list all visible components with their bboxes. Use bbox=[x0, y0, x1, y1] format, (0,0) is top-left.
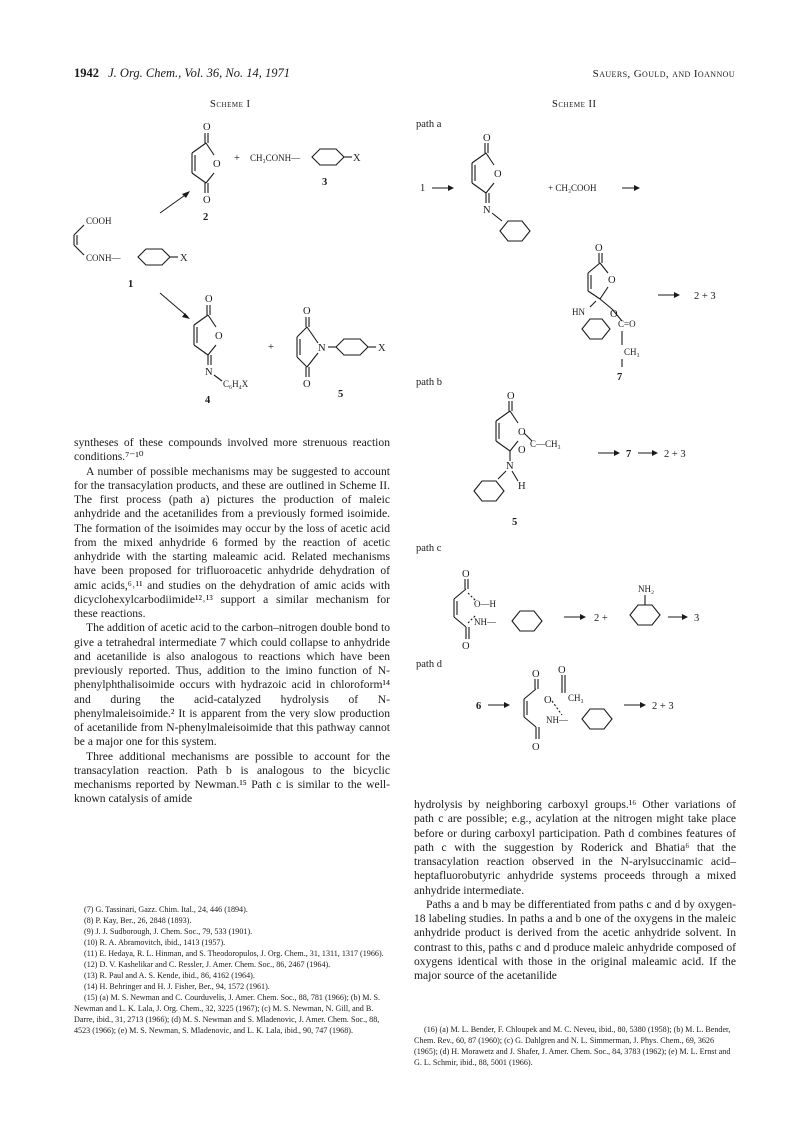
paragraph: The addition of acetic acid to the carbon–nitrogen double bond to give a tetrahedral intermediate 7 which could collapse to anhydride and acetanilide is also analogous to reactions which have been previously reported. Thus, addition to the imino function of N-phenylphthalisoimide occurs with hydrazoic acid in chloroform¹⁴ and during the acid-catalyzed hydrolysis of N-phenylmaleisoimide.² It is apparent from the very slow production of acetanilide from N-phenylmaleisoimide that this pathway cannot be a major one for this system. bbox=[74, 621, 390, 749]
svg-text:O: O bbox=[558, 665, 566, 676]
svg-text:O: O bbox=[507, 391, 515, 402]
svg-text:N: N bbox=[506, 461, 514, 472]
svg-text:+: + bbox=[234, 153, 240, 164]
reference-item: (7) G. Tassinari, Gazz. Chim. Ital., 24, 446 (1894). bbox=[84, 905, 248, 914]
reference-item: (12) D. V. Kashelikar and C. Ressler, J. Amer. Chem. Soc., 86, 2467 (1964). bbox=[84, 960, 331, 969]
svg-text:2 + 3: 2 + 3 bbox=[694, 291, 716, 302]
svg-text:O: O bbox=[532, 669, 540, 680]
svg-text:CH₃: CH₃ bbox=[624, 347, 640, 357]
svg-text:2 + 3: 2 + 3 bbox=[664, 449, 686, 460]
reference-item: (9) J. J. Sudborough, J. Chem. Soc., 79, 533 (1901). bbox=[84, 927, 253, 936]
compound-4-label: 4 bbox=[205, 395, 211, 406]
compound-5-label: 5 bbox=[338, 389, 344, 400]
svg-text:O: O bbox=[544, 695, 552, 706]
path-d-label: path d bbox=[416, 659, 442, 670]
svg-text:O: O bbox=[203, 122, 211, 133]
journal-citation: J. Org. Chem., Vol. 36, No. 14, 1971 bbox=[108, 66, 290, 80]
reference-item: (14) H. Behringer and H. J. Fisher, Ber., 94, 1572 (1961). bbox=[84, 982, 270, 991]
left-column-text bbox=[74, 436, 390, 807]
svg-text:O: O bbox=[483, 133, 491, 144]
reference-item: (15) (a) M. S. Newman and C. Courduvelis, J. Amer. Chem. Soc., 88, 781 (1966); (b) M. S. Newman and L. K. Lala, J. Org. Chem., 32, 3225 (1967); (c) M. S. Newman, N. Gill, and B. Darre, ibid., 31, 2713 (1966); (d) M. S. Newman and S. Mladenovic, J. Amer. Chem. Soc., 88, 4523 (1966); (e) M. S. Newman, S. Mladenovic, and L. K. Lala, ibid., 90, 747 (1968). bbox=[74, 993, 381, 1035]
svg-text:N: N bbox=[205, 367, 213, 378]
svg-text:X: X bbox=[180, 253, 188, 264]
scheme-2-title: Scheme II bbox=[552, 99, 597, 110]
svg-text:O: O bbox=[608, 275, 616, 286]
running-header-authors: Sauers, Gould, and Ioannou bbox=[592, 68, 735, 80]
svg-text:O: O bbox=[518, 445, 526, 456]
reference-item: (10) R. A. Abramovitch, ibid., 1413 (1957). bbox=[84, 938, 226, 947]
reference-item: (8) P. Kay, Ber., 26, 2848 (1893). bbox=[84, 916, 192, 925]
references-right bbox=[414, 1024, 736, 1068]
svg-text:X: X bbox=[353, 153, 361, 164]
svg-text:COOH: COOH bbox=[86, 216, 112, 226]
svg-text:O: O bbox=[215, 331, 223, 342]
svg-text:X: X bbox=[378, 343, 386, 354]
scheme-1-figure bbox=[60, 95, 410, 410]
compound-3-label: 3 bbox=[322, 177, 328, 188]
paragraph: Paths a and b may be differentiated from paths c and d by oxygen-18 labeling studies. In paths a and b one of the oxygens in the maleic anhydride product is derived from the acetic anhydride solvent. In contrast to this, paths c and d produce maleic anhydride composed of oxygens identical with those in the original maleamic acid. If the major source of the acetanilide bbox=[414, 897, 736, 982]
svg-text:1: 1 bbox=[420, 183, 426, 194]
svg-text:O: O bbox=[595, 243, 603, 254]
svg-text:N: N bbox=[483, 205, 491, 216]
svg-text:3: 3 bbox=[694, 613, 700, 624]
path-c-label: path c bbox=[416, 543, 442, 554]
svg-text:O: O bbox=[303, 379, 311, 390]
svg-text:C=O: C=O bbox=[618, 319, 636, 329]
svg-text:O: O bbox=[532, 742, 540, 753]
reference-item: (11) E. Hedaya, R. L. Hinman, and S. Theodoropulos, J. Org. Chem., 31, 1311, 1317 (1966). bbox=[84, 949, 384, 958]
svg-text:O: O bbox=[462, 641, 470, 652]
svg-text:O: O bbox=[494, 169, 502, 180]
maleimide-structure bbox=[297, 317, 376, 377]
svg-text:2 +: 2 + bbox=[594, 613, 608, 624]
reference-item: (13) R. Paul and A. S. Kende, ibid., 86, 4162 (1964). bbox=[84, 971, 255, 980]
paragraph: Three additional mechanisms are possible to account for the transacylation reaction. Path b is analogous to the bicyclic mechanisms reported by Newman.¹⁵ Path c is similar to the well-known catalysis of amide bbox=[74, 749, 390, 806]
compound-1-label: 1 bbox=[128, 279, 134, 290]
svg-text:H: H bbox=[518, 481, 526, 492]
svg-text:N: N bbox=[318, 343, 326, 354]
svg-text:CONH—: CONH— bbox=[86, 253, 121, 263]
mixed-anhydride-6-structure bbox=[524, 675, 612, 739]
scheme-2-figure bbox=[412, 95, 752, 785]
svg-text:CH₃: CH₃ bbox=[568, 693, 584, 703]
path-a-label: path a bbox=[416, 119, 442, 130]
paragraph: A number of possible mechanisms may be suggested to account for the transacylation products, and these are outlined in Scheme II. The first process (path a) pictures the production of maleic anhydride and the acetanilides from a previously formed isoimide. The formation of the isoimides may occur by the loss of acetic acid from the mixed anhydride 6 formed by the reaction of acetic anhydride with the starting maleamic acid. Related mechanisms have been proposed for trifluoroacetic anhydride dehydration of amic acids,⁶˒¹¹ and studies on the dehydration of amic acids with dicyclohexylcarbodiimide¹²˒¹³ support a similar mechanism for these reactions. bbox=[74, 464, 390, 620]
references-left bbox=[74, 904, 390, 1036]
svg-text:O—H: O—H bbox=[474, 599, 496, 609]
scheme-1-title: Scheme I bbox=[210, 99, 251, 110]
svg-text:2 + 3: 2 + 3 bbox=[652, 701, 674, 712]
page-number: 1942 bbox=[74, 66, 99, 80]
compound-7-label: 7 bbox=[617, 372, 623, 383]
svg-text:NH₂: NH₂ bbox=[638, 584, 655, 594]
svg-text:O: O bbox=[610, 309, 618, 320]
svg-text:CH₃CONH—: CH₃CONH— bbox=[250, 153, 301, 163]
svg-text:NH—: NH— bbox=[546, 715, 568, 725]
reference-item: (16) (a) M. L. Bender, F. Chloupek and M. C. Neveu, ibid., 80, 5380 (1958); (b) M. L. Bender, Chem. Rev., 60, 87 (1960); (c) G. Dahlgren and N. L. Simmerman, J. Phys. Chem., 69, 3626 (1965); (d) H. Morawetz and J. Shafer, J. Amer. Chem. Soc., 84, 3783 (1962); (e) M. L. Ernst and G. L. Schmir, ibid., 88, 5001 (1966). bbox=[414, 1025, 731, 1067]
svg-text:O: O bbox=[518, 427, 526, 438]
svg-text:+ CH₃COOH: + CH₃COOH bbox=[548, 183, 597, 193]
svg-text:C₆H₄X: C₆H₄X bbox=[223, 379, 249, 389]
svg-text:NH—: NH— bbox=[474, 617, 496, 627]
svg-text:O: O bbox=[462, 569, 470, 580]
svg-text:O: O bbox=[213, 159, 221, 170]
svg-text:HN: HN bbox=[572, 307, 585, 317]
maleic-anhydride-structure bbox=[192, 133, 214, 193]
svg-text:C—CH₃: C—CH₃ bbox=[530, 439, 561, 449]
compound-5-path-b-label: 5 bbox=[512, 517, 518, 528]
isoimide-path-a bbox=[472, 143, 530, 241]
svg-text:+: + bbox=[268, 342, 274, 353]
paragraph: syntheses of these compounds involved more strenuous reaction conditions.⁷⁻¹⁰ bbox=[74, 436, 390, 464]
paragraph: hydrolysis by neighboring carboxyl groups.¹⁶ Other variations of path c are possible; e.g., acylation at the nitrogen might take place before or during carboxyl participation. Path d combines features of path c with the suggestion by Roderick and Bhatia⁶ that the transacylation reaction observed in the N-arylsuccinamic acid–heptafluorobutyric anhydride systems proceeds through a mixed anhydride intermediate. bbox=[414, 798, 736, 897]
svg-text:7: 7 bbox=[626, 449, 632, 460]
right-column-text bbox=[414, 798, 736, 983]
svg-text:6: 6 bbox=[476, 701, 482, 712]
compound-2-label: 2 bbox=[203, 212, 209, 223]
svg-text:O: O bbox=[203, 195, 211, 206]
svg-text:O: O bbox=[303, 306, 311, 317]
benzene-ring-3 bbox=[312, 149, 352, 165]
neighboring-carboxyl-structure bbox=[454, 579, 660, 639]
svg-text:O: O bbox=[205, 294, 213, 305]
running-header-left bbox=[74, 66, 290, 81]
path-b-label: path b bbox=[416, 377, 442, 388]
